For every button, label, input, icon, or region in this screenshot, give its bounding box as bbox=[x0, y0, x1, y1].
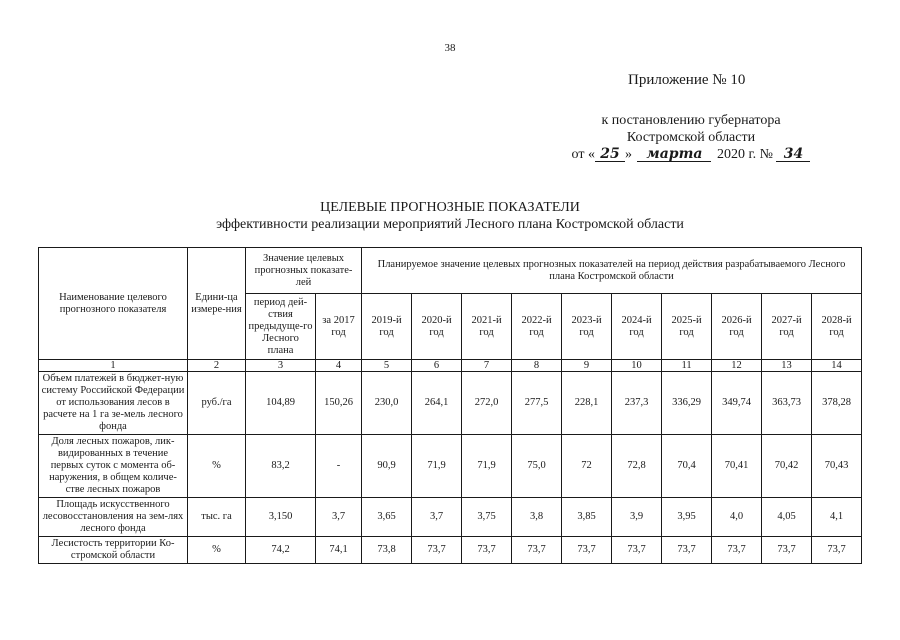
indicator-unit: % bbox=[188, 435, 246, 498]
document-title bbox=[0, 200, 900, 233]
value-2019: 90,9 bbox=[362, 435, 412, 498]
value-2017: 150,26 bbox=[316, 372, 362, 435]
value-2023: 73,7 bbox=[562, 537, 612, 564]
title-sub: эффективности реализации мероприятий Лесного плана Костромской области bbox=[216, 217, 684, 232]
value-2025: 3,95 bbox=[662, 498, 712, 537]
value-2024: 3,9 bbox=[612, 498, 662, 537]
indicators-table bbox=[38, 247, 862, 564]
header-unit: Едини-ца измере-ния bbox=[188, 248, 246, 360]
header-year: 2019-й год bbox=[362, 294, 412, 360]
header-year: 2022-й год bbox=[512, 294, 562, 360]
header-year: 2021-й год bbox=[462, 294, 512, 360]
column-number: 7 bbox=[462, 360, 512, 372]
column-number: 9 bbox=[562, 360, 612, 372]
indicator-unit: тыс. га bbox=[188, 498, 246, 537]
header-year: 2023-й год bbox=[562, 294, 612, 360]
table-row-forest-cover bbox=[39, 537, 862, 564]
value-2027: 363,73 bbox=[762, 372, 812, 435]
value-2026: 70,41 bbox=[712, 435, 762, 498]
value-2020: 264,1 bbox=[412, 372, 462, 435]
header-indicator-name: Наименование целевого прогнозного показателя bbox=[39, 248, 188, 360]
value-2022: 75,0 bbox=[512, 435, 562, 498]
column-numbers-row bbox=[39, 360, 862, 372]
indicator-unit: % bbox=[188, 537, 246, 564]
value-2020: 71,9 bbox=[412, 435, 462, 498]
value-2022: 3,8 bbox=[512, 498, 562, 537]
page-number: 38 bbox=[444, 42, 456, 54]
handwritten-month: марта bbox=[637, 147, 711, 162]
value-2022: 277,5 bbox=[512, 372, 562, 435]
title-main: ЦЕЛЕВЫЕ ПРОГНОЗНЫЕ ПОКАЗАТЕЛИ bbox=[320, 200, 580, 215]
indicator-name: Лесистость территории Ко-стромской области bbox=[39, 537, 188, 564]
value-2025: 336,29 bbox=[662, 372, 712, 435]
value-2028: 70,43 bbox=[812, 435, 862, 498]
handwritten-decree-number: 34 bbox=[776, 147, 810, 162]
value-2022: 73,7 bbox=[512, 537, 562, 564]
value-2023: 228,1 bbox=[562, 372, 612, 435]
column-number: 14 bbox=[812, 360, 862, 372]
date-mid: » bbox=[624, 147, 632, 162]
value-2027: 4,05 bbox=[762, 498, 812, 537]
value-2028: 4,1 bbox=[812, 498, 862, 537]
value-2025: 73,7 bbox=[662, 537, 712, 564]
table-row-fires bbox=[39, 435, 862, 498]
header-target-values: Значение целевых прогнозных показате-лей bbox=[246, 248, 362, 294]
column-number: 12 bbox=[712, 360, 762, 372]
header-year-2017: за 2017 год bbox=[316, 294, 362, 360]
value-previous-period: 3,150 bbox=[246, 498, 316, 537]
value-2028: 73,7 bbox=[812, 537, 862, 564]
header-planned-values: Планируемое значение целевых прогнозных показателей на период действия разрабатываемого Лесного плана Костромской области bbox=[362, 248, 862, 294]
value-2027: 70,42 bbox=[762, 435, 812, 498]
value-2017: 3,7 bbox=[316, 498, 362, 537]
column-number: 8 bbox=[512, 360, 562, 372]
header-year: 2028-й год bbox=[812, 294, 862, 360]
header-year: 2026-й год bbox=[712, 294, 762, 360]
header-year: 2020-й год bbox=[412, 294, 462, 360]
column-number: 3 bbox=[246, 360, 316, 372]
header-year: 2025-й год bbox=[662, 294, 712, 360]
header-previous-period: период дей-ствия предыдуще-го Лесного плана bbox=[246, 294, 316, 360]
date-year: 2020 г. № bbox=[716, 147, 773, 162]
value-2019: 3,65 bbox=[362, 498, 412, 537]
value-2025: 70,4 bbox=[662, 435, 712, 498]
table-row-reforestation bbox=[39, 498, 862, 537]
value-2021: 272,0 bbox=[462, 372, 512, 435]
value-2023: 72 bbox=[562, 435, 612, 498]
decree-date bbox=[560, 146, 822, 163]
table-row-payments bbox=[39, 372, 862, 435]
value-2027: 73,7 bbox=[762, 537, 812, 564]
indicator-name: Площадь искусственного лесовосстановления на зем-лях лесного фонда bbox=[39, 498, 188, 537]
column-number: 6 bbox=[412, 360, 462, 372]
decree-line-2: Костромской области bbox=[626, 130, 756, 145]
column-number: 4 bbox=[316, 360, 362, 372]
indicator-name: Объем платежей в бюджет-ную систему Российской Федерации от использования лесов в расчете на 1 га зе-мель лесного фонда bbox=[39, 372, 188, 435]
value-2019: 230,0 bbox=[362, 372, 412, 435]
value-2019: 73,8 bbox=[362, 537, 412, 564]
date-prefix: от « bbox=[571, 147, 595, 162]
header-year: 2027-й год bbox=[762, 294, 812, 360]
column-number: 1 bbox=[39, 360, 188, 372]
value-2017: - bbox=[316, 435, 362, 498]
column-number: 5 bbox=[362, 360, 412, 372]
value-2026: 349,74 bbox=[712, 372, 762, 435]
value-2017: 74,1 bbox=[316, 537, 362, 564]
value-2021: 73,7 bbox=[462, 537, 512, 564]
indicator-unit: руб./га bbox=[188, 372, 246, 435]
value-2024: 237,3 bbox=[612, 372, 662, 435]
value-2024: 72,8 bbox=[612, 435, 662, 498]
decree-line-1: к постановлению губернатора bbox=[601, 113, 781, 128]
column-number: 13 bbox=[762, 360, 812, 372]
value-previous-period: 83,2 bbox=[246, 435, 316, 498]
header-year: 2024-й год bbox=[612, 294, 662, 360]
indicator-name: Доля лесных пожаров, лик-видированных в течение первых суток с момента об-наружения, в общем количе-стве лесных пожаров bbox=[39, 435, 188, 498]
appendix-label: Приложение № 10 bbox=[628, 72, 746, 88]
decree-reference bbox=[560, 112, 822, 163]
handwritten-day: 25 bbox=[595, 147, 625, 162]
value-previous-period: 74,2 bbox=[246, 537, 316, 564]
column-number: 11 bbox=[662, 360, 712, 372]
value-2021: 71,9 bbox=[462, 435, 512, 498]
value-previous-period: 104,89 bbox=[246, 372, 316, 435]
value-2020: 73,7 bbox=[412, 537, 462, 564]
value-2023: 3,85 bbox=[562, 498, 612, 537]
value-2026: 73,7 bbox=[712, 537, 762, 564]
column-number: 2 bbox=[188, 360, 246, 372]
column-number: 10 bbox=[612, 360, 662, 372]
value-2026: 4,0 bbox=[712, 498, 762, 537]
value-2028: 378,28 bbox=[812, 372, 862, 435]
value-2024: 73,7 bbox=[612, 537, 662, 564]
value-2021: 3,75 bbox=[462, 498, 512, 537]
value-2020: 3,7 bbox=[412, 498, 462, 537]
